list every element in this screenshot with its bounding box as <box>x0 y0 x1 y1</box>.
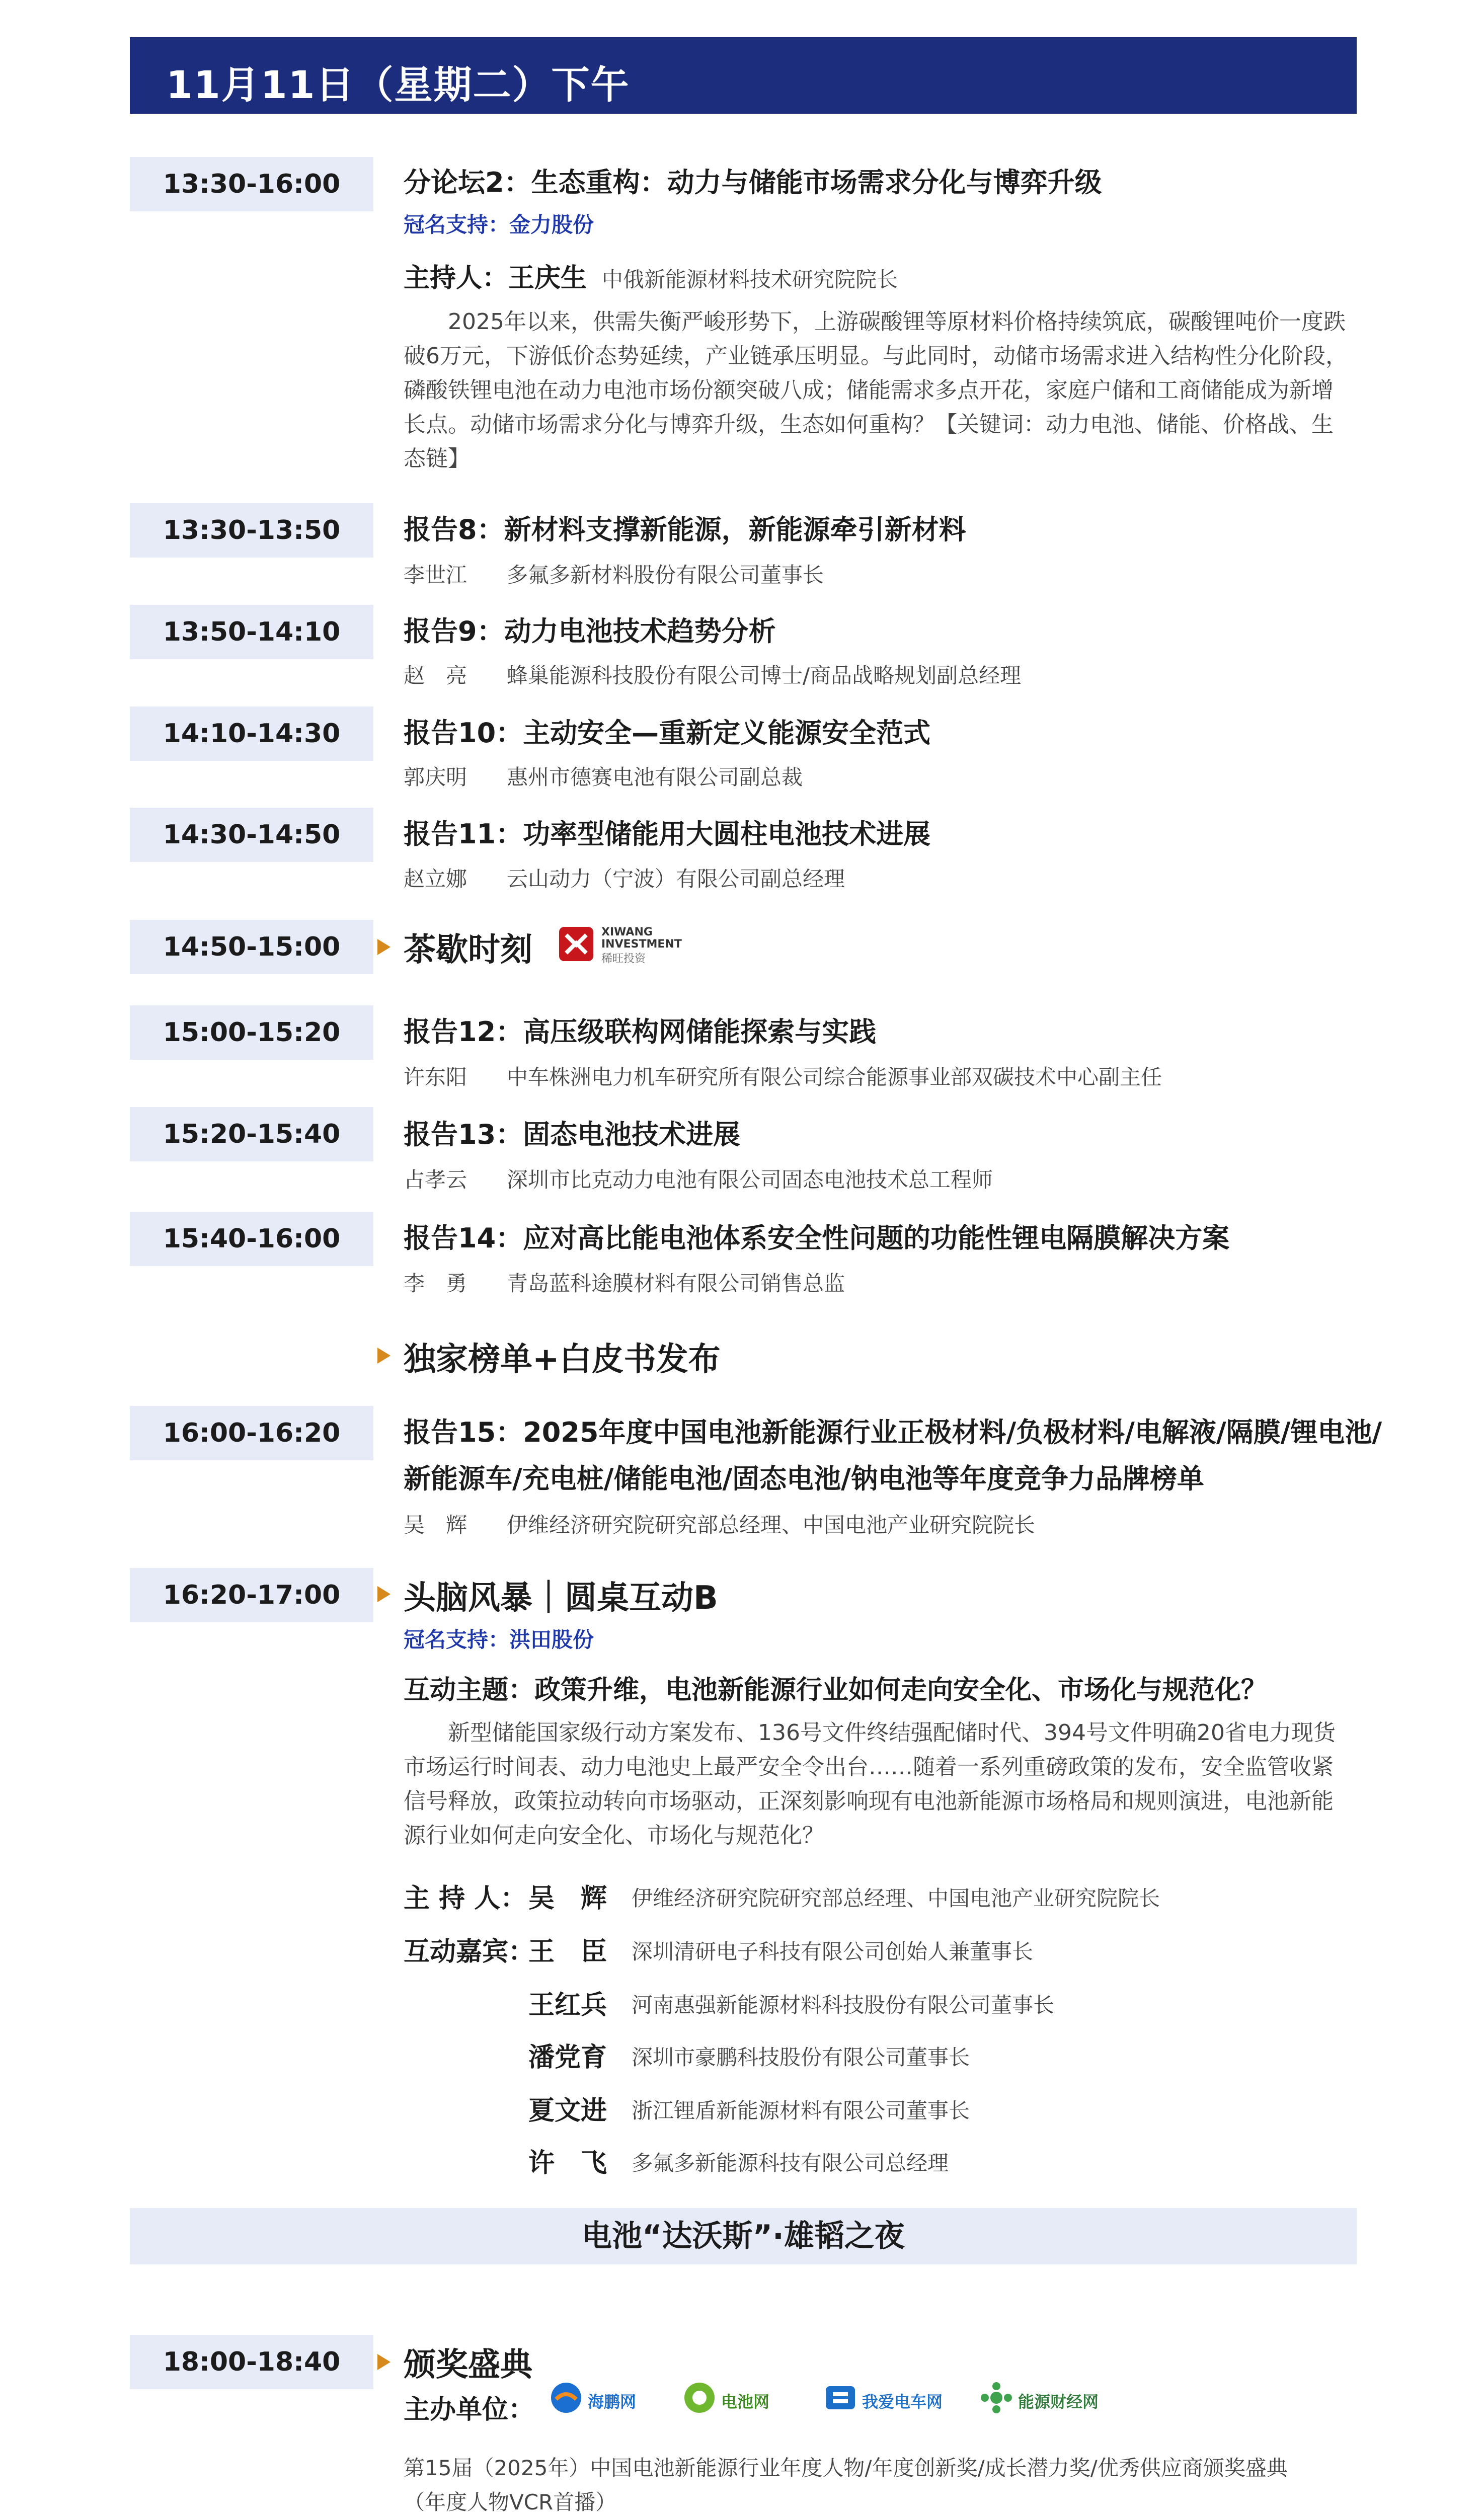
forum-host <box>404 257 898 294</box>
report-12-speaker: 许东阳 <box>404 1065 467 1089</box>
report-9-title: 报告9：动力电池技术趋势分析 <box>404 615 776 647</box>
report-8-time: 13:30-13:50 <box>130 503 373 558</box>
roundtable-title: 头脑风暴｜圆桌互动B <box>404 1580 718 1617</box>
roundtable-description: 新型储能国家级行动方案发布、136号文件终结强配储时代、394号文件明确20省电力现货市场运行时间表、动力电池史上最严安全令出台……随着一系列重磅政策的发布，安全监管收紧信号释放，政策拉动转向市场驱动，正深刻影响现有电池新能源市场格局和规则演进，电池新能源行业如何走向安全化、市场化与规范化？ <box>404 1720 1336 1848</box>
report-10-org: 惠州市德赛电池有限公司副总裁 <box>507 765 803 790</box>
report-9-time: 13:50-14:10 <box>130 605 373 659</box>
arrow-icon <box>377 2354 390 2370</box>
report-15-title-line1: 报告15：2025年度中国电池新能源行业正极材料/负极材料/电解液/隔膜/锂电池/ <box>404 1417 1382 1448</box>
report-11-time: 14:30-14:50 <box>130 808 373 862</box>
forum-host-label: 主持人：王庆生 <box>404 263 587 293</box>
report-13-speaker: 占孝云 <box>404 1167 467 1192</box>
haipeng-logo-text: 海鹏网 <box>588 2392 637 2411</box>
award-title: 颁奖盛典 <box>404 2346 532 2384</box>
report-9-speaker-line <box>404 659 1021 689</box>
report-13-speaker-line <box>404 1163 993 1194</box>
roundtable-host-label: 主 持 人： <box>404 1883 527 1914</box>
report-8-speaker-line <box>404 559 824 589</box>
report-14-speaker-line <box>404 1267 845 1297</box>
woaidianche-logo-text: 我爱电车网 <box>862 2392 943 2411</box>
report-12-speaker-line <box>404 1061 1162 1091</box>
roundtable-guests-label: 互动嘉宾： <box>404 1937 535 1967</box>
logo-woaidianche <box>823 2380 954 2420</box>
forum-title: 分论坛2：生态重构：动力与储能市场需求分化与博弈升级 <box>404 167 1102 198</box>
forum-host-org: 中俄新能源材料技术研究院院长 <box>602 267 898 292</box>
guest-2-org: 河南惠强新能源材料科技股份有限公司董事长 <box>632 1993 1055 2017</box>
guest-1-org: 深圳清研电子科技有限公司创始人兼董事长 <box>632 1939 1034 1964</box>
award-hosts-label: 主办单位： <box>404 2395 535 2425</box>
guest-3-name: 潘党育 <box>528 2042 607 2073</box>
logo-dianchi <box>682 2380 798 2420</box>
report-15-title-line2: 新能源车/充电桩/储能电池/固态电池/钠电池等年度竞争力品牌榜单 <box>404 1463 1204 1495</box>
guest-2-name: 王红兵 <box>528 1990 607 2020</box>
forum-time: 13:30-16:00 <box>130 157 373 211</box>
report-11-title: 报告11：功率型储能用大圆柱电池技术进展 <box>404 818 931 850</box>
report-10-speaker-line <box>404 761 803 791</box>
report-12-title: 报告12：高压级联构网储能探索与实践 <box>404 1016 877 1048</box>
roundtable-host-org: 伊维经济研究院研究部总经理、中国电池产业研究院院长 <box>632 1886 1160 1911</box>
report-10-title: 报告10：主动安全—重新定义能源安全范式 <box>404 717 931 749</box>
award-desc-line1: 第15届（2025年）中国电池新能源行业年度人物/年度创新奖/成长潜力奖/优秀供应商颁奖盛典 <box>404 2456 1288 2480</box>
report-13-title: 报告13：固态电池技术进展 <box>404 1119 741 1150</box>
forum-description: 2025年以来，供需失衡严峻形势下，上游碳酸锂等原材料价格持续筑底，碳酸锂吨价一度跌破6万元，下游低价态势延续，产业链承压明显。与此同时，动储市场需求进入结构性分化阶段，磷酸铁锂电池在动力电池市场份额突破八成；储能需求多点开花，家庭户储和工商储能成为新增长点。动储市场需求分化与博弈升级，生态如何重构？【关键词：动力电池、储能、价格战、生态链】 <box>404 309 1348 471</box>
report-11-speaker-line <box>404 862 845 893</box>
roundtable-host-name: 吴 辉 <box>528 1883 607 1914</box>
guest-5-org: 多氟多新能源科技有限公司总经理 <box>632 2151 949 2175</box>
xiwang-logo-line2: INVESTMENT <box>601 938 682 951</box>
nengyuan-logo-icon <box>979 2380 1014 2415</box>
haipeng-logo-icon <box>549 2380 584 2415</box>
arrow-icon <box>377 939 390 955</box>
xiwang-logo-mark-icon <box>556 924 596 964</box>
tea-break-title: 茶歇时刻 <box>404 931 532 969</box>
report-15-org: 伊维经济研究院研究部总经理、中国电池产业研究院院长 <box>507 1513 1036 1537</box>
report-8-title: 报告8：新材料支撑新能源，新能源牵引新材料 <box>404 514 966 545</box>
report-8-org: 多氟多新材料股份有限公司董事长 <box>507 563 824 587</box>
report-9-speaker: 赵 亮 <box>404 663 467 688</box>
guest-5-name: 许 飞 <box>528 2148 607 2178</box>
report-8-speaker: 李世江 <box>404 563 467 587</box>
report-12-org: 中车株洲电力机车研究所有限公司综合能源事业部双碳技术中心副主任 <box>507 1065 1162 1089</box>
arrow-icon <box>377 1586 390 1602</box>
guest-1-name: 王 臣 <box>528 1937 607 1967</box>
roundtable-time: 16:20-17:00 <box>130 1568 373 1622</box>
guest-4-name: 夏文进 <box>528 2096 607 2126</box>
report-15-time: 16:00-16:20 <box>130 1406 373 1460</box>
report-10-time: 14:10-14:30 <box>130 706 373 761</box>
logo-nengyuan <box>979 2380 1120 2420</box>
nengyuan-logo-text: 能源财经网 <box>1018 2392 1099 2411</box>
evening-section-title: 电池“达沃斯”·雄韬之夜 <box>130 2208 1357 2264</box>
tea-break-time: 14:50-15:00 <box>130 920 373 974</box>
date-title: 11月11日（星期二）下午 <box>166 62 630 107</box>
xiwang-logo-line3: 稀旺投资 <box>601 953 646 965</box>
forum-sponsor: 冠名支持：金力股份 <box>404 212 594 237</box>
report-14-speaker: 李 勇 <box>404 1271 467 1296</box>
report-11-speaker: 赵立娜 <box>404 867 467 891</box>
woaidianche-logo-icon <box>823 2380 858 2415</box>
dianchi-logo-text: 电池网 <box>721 2392 770 2411</box>
dianchi-logo-icon <box>682 2380 717 2415</box>
arrow-icon <box>377 1348 390 1364</box>
guest-4-org: 浙江锂盾新能源材料有限公司董事长 <box>632 2098 970 2123</box>
report-14-title: 报告14：应对高比能电池体系安全性问题的功能性锂电隔膜解决方案 <box>404 1222 1230 1254</box>
report-11-org: 云山动力（宁波）有限公司副总经理 <box>507 867 845 891</box>
award-time: 18:00-18:40 <box>130 2335 373 2389</box>
roundtable-topic: 互动主题：政策升维，电池新能源行业如何走向安全化、市场化与规范化？ <box>404 1675 1268 1705</box>
roundtable-sponsor: 冠名支持：洪田股份 <box>404 1627 594 1652</box>
report-12-time: 15:00-15:20 <box>130 1005 373 1060</box>
report-14-org: 青岛蓝科途膜材料有限公司销售总监 <box>507 1271 845 1296</box>
guest-3-org: 深圳市豪鹏科技股份有限公司董事长 <box>632 2045 970 2070</box>
report-15-speaker-line <box>404 1509 1035 1539</box>
award-desc-line2: （年度人物VCR首播） <box>404 2490 617 2514</box>
logo-haipeng <box>549 2380 659 2420</box>
report-13-time: 15:20-15:40 <box>130 1107 373 1161</box>
report-14-time: 15:40-16:00 <box>130 1212 373 1266</box>
date-header <box>130 37 1357 114</box>
xiwang-logo-line1: XIWANG <box>601 926 653 938</box>
report-9-org: 蜂巢能源科技股份有限公司博士/商品战略规划副总经理 <box>507 663 1022 688</box>
xiwang-logo <box>556 924 682 965</box>
ranking-title: 独家榜单+白皮书发布 <box>404 1341 721 1378</box>
report-13-org: 深圳市比克动力电池有限公司固态电池技术总工程师 <box>507 1167 993 1192</box>
report-15-speaker: 吴 辉 <box>404 1513 467 1537</box>
report-10-speaker: 郭庆明 <box>404 765 467 790</box>
